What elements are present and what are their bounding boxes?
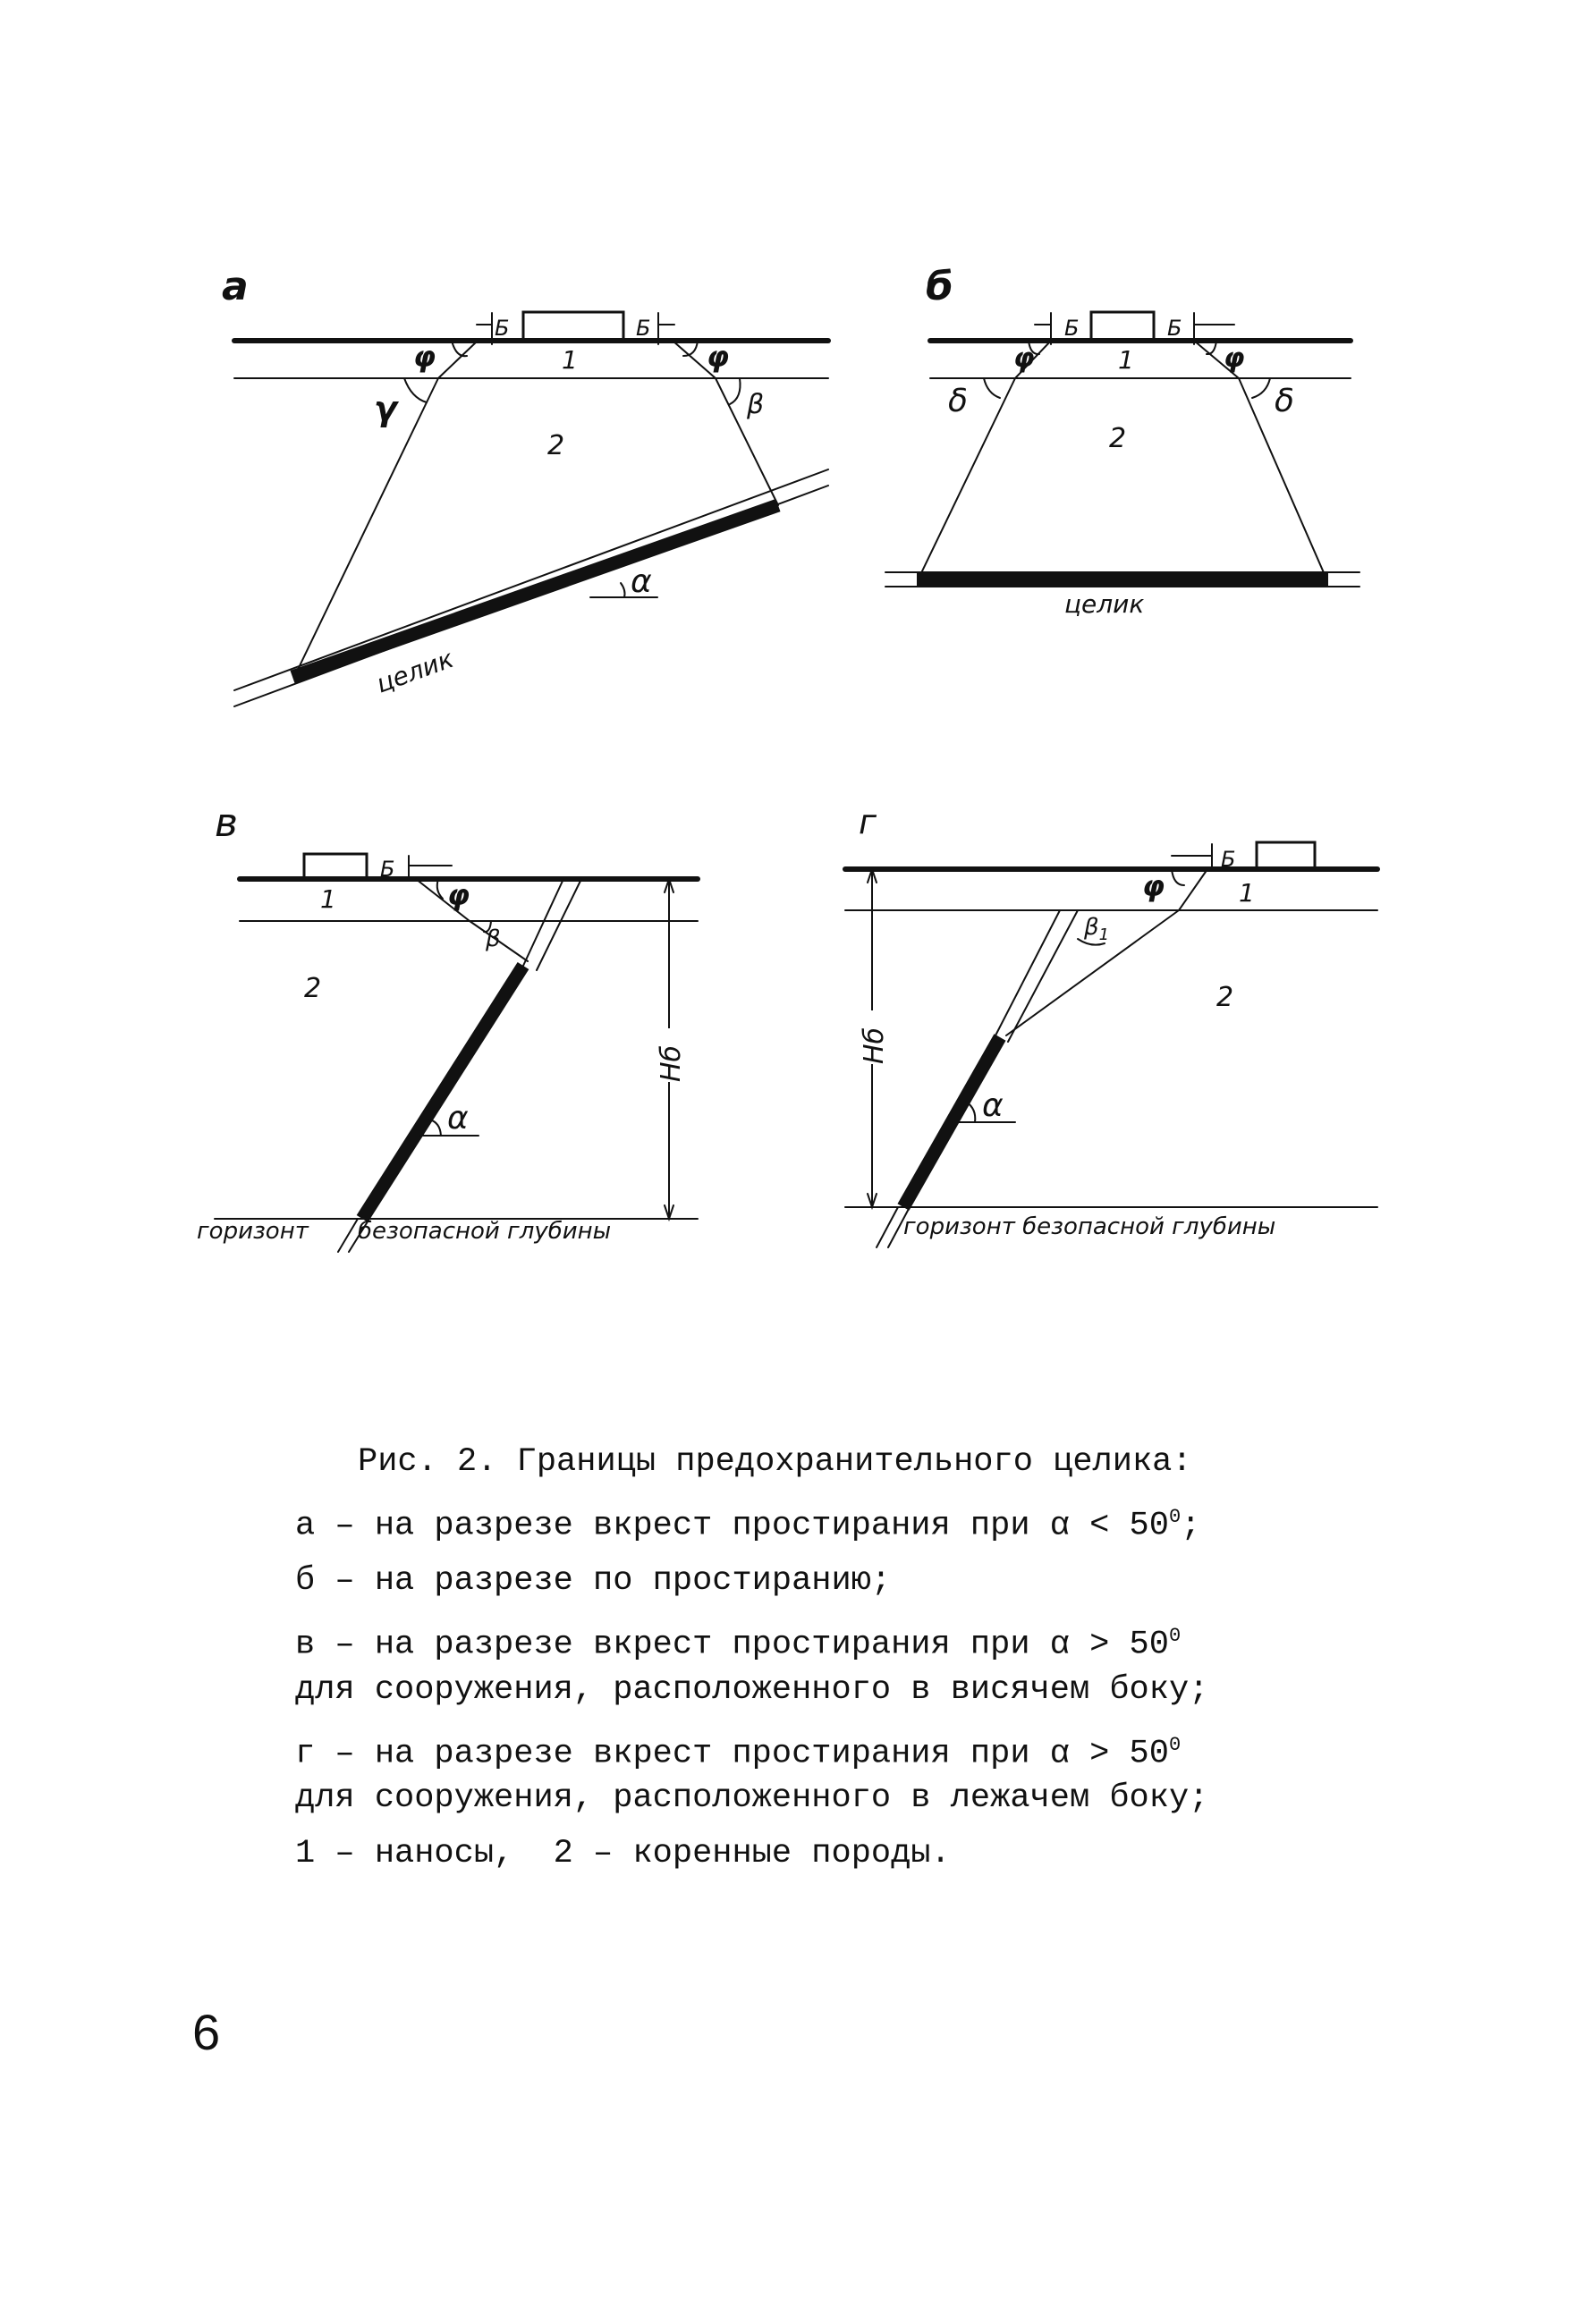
- caption-item-a-text: а – на разрезе вкрест простирания при α < 50: [295, 1507, 1169, 1545]
- caption-item-g-text: г – на разрезе вкрест простирания при α > 50: [295, 1734, 1169, 1772]
- angle-alpha-label: α: [447, 1100, 469, 1137]
- boundary-line: [438, 341, 478, 378]
- caption-item-v-line1: [295, 1614, 1368, 1667]
- figure-caption: [295, 1440, 1368, 1887]
- panel-v: [197, 800, 698, 1252]
- angle-phi-label: φ: [1013, 342, 1035, 374]
- seam-line: [995, 910, 1060, 1037]
- degree-sup: 0: [1168, 1733, 1182, 1756]
- caption-title: Рис. 2. Границы предохранительного целика:: [358, 1443, 1192, 1481]
- zone-1-label: 1: [1118, 345, 1134, 375]
- structure: [1257, 842, 1315, 869]
- panel-v-letter: в: [215, 800, 238, 846]
- caption-item-b: б – на разрезе по простиранию;: [295, 1562, 892, 1601]
- seam-line: [1008, 910, 1078, 1042]
- horizon-label-left: горизонт: [197, 1218, 309, 1245]
- caption-item-v-text: в – на разрезе вкрест простирания при α > 50: [295, 1626, 1169, 1664]
- degree-sup: 0: [1168, 1625, 1182, 1648]
- angle-beta-label: β: [486, 925, 501, 952]
- seam-line: [234, 469, 828, 690]
- setback-label: Б: [495, 316, 510, 341]
- depth-label: Нб: [859, 1027, 890, 1064]
- seam-line: [523, 879, 563, 966]
- setback-label: Б: [1221, 847, 1236, 872]
- angle-delta-label: δ: [1275, 383, 1295, 419]
- caption-item-v: [295, 1614, 1368, 1711]
- caption-item-v-line2: для сооружения, расположенного в висячем боку;: [295, 1670, 1209, 1709]
- caption-item-g-line2: для сооружения, расположенного в лежачем боку;: [295, 1779, 1209, 1817]
- caption-item-g: [295, 1723, 1368, 1821]
- angle-arc: [621, 583, 625, 597]
- caption-item-g-line1: [295, 1723, 1368, 1776]
- angle-delta-label: δ: [948, 383, 969, 419]
- pillar-seam: [362, 966, 523, 1219]
- setback-label: Б: [380, 857, 395, 882]
- beta-symbol: β: [1084, 914, 1099, 941]
- angle-phi-label: φ: [1224, 342, 1245, 374]
- zone-2-label: 2: [1109, 423, 1127, 454]
- page-number: 6: [192, 2004, 221, 2060]
- boundary-line: [1179, 869, 1207, 910]
- zone-2-label: 2: [547, 430, 565, 461]
- angle-gamma-label: γ: [374, 389, 397, 428]
- zone-2-label: 2: [1216, 982, 1234, 1013]
- panel-a: [222, 264, 828, 706]
- pillar-label: целик: [372, 644, 458, 699]
- panel-g: [845, 802, 1377, 1247]
- setback-label: Б: [636, 316, 651, 341]
- setback-label: Б: [1167, 316, 1182, 341]
- caption-item-a-end: ;: [1181, 1507, 1201, 1545]
- angle-beta1-label: [1083, 914, 1109, 944]
- beta-subscript: 1: [1098, 925, 1110, 944]
- structure: [1091, 312, 1154, 341]
- degree-sup: 0: [1168, 1506, 1182, 1528]
- angle-arc: [730, 378, 741, 404]
- pillar-label: целик: [1064, 589, 1145, 619]
- depth-label: Нб: [656, 1044, 687, 1082]
- caption-legend: 1 – наносы, 2 – коренные породы.: [295, 1834, 951, 1872]
- zone-2-label: 2: [304, 973, 322, 1004]
- horizon-label-right: безопасной глубины: [358, 1218, 612, 1245]
- angle-arc: [984, 378, 1000, 398]
- angle-phi-label: φ: [413, 340, 436, 374]
- zone-1-label: 1: [1239, 878, 1255, 908]
- angle-alpha-label: α: [982, 1087, 1004, 1124]
- angle-phi-label: φ: [1142, 869, 1165, 903]
- angle-arc: [404, 378, 427, 402]
- angle-arc: [1252, 378, 1270, 398]
- zone-1-label: 1: [562, 345, 578, 375]
- seam-line: [338, 1219, 358, 1252]
- horizon-label: горизонт безопасной глубины: [903, 1213, 1276, 1240]
- angle-beta-label: β: [747, 389, 765, 420]
- angle-phi-label: φ: [447, 878, 470, 912]
- caption-item-a: [295, 1495, 1368, 1548]
- structure: [304, 854, 367, 879]
- panel-b-letter: б: [926, 264, 953, 309]
- zone-1-label: 1: [320, 884, 336, 914]
- angle-phi-label: φ: [707, 340, 730, 374]
- seam-line: [877, 1207, 898, 1247]
- structure: [523, 312, 623, 341]
- panel-b: [885, 264, 1360, 619]
- panel-g-letter: г: [859, 802, 877, 841]
- angle-alpha-label: α: [631, 563, 652, 600]
- setback-label: Б: [1064, 316, 1080, 341]
- panel-a-letter: а: [222, 264, 249, 309]
- seam-line: [537, 879, 581, 970]
